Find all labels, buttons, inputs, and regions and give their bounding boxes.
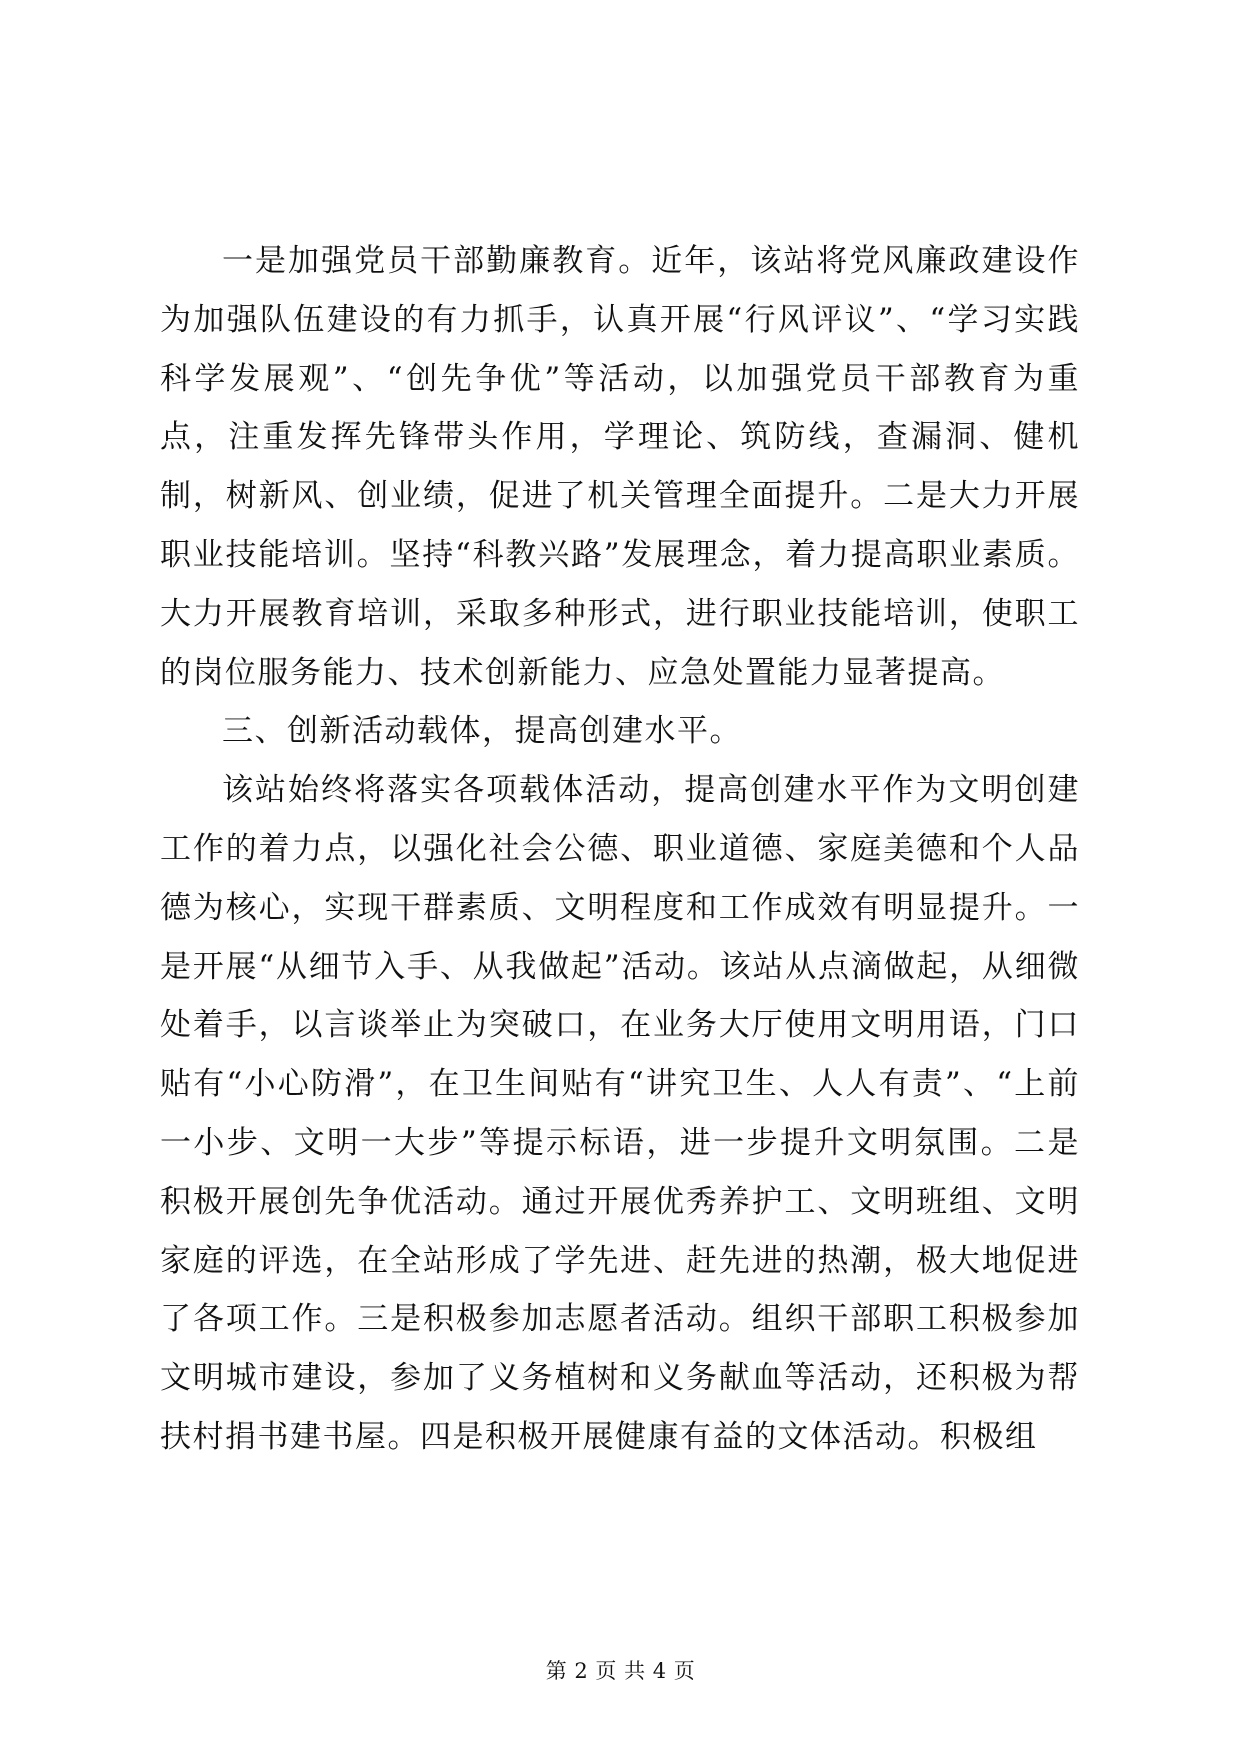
section-heading-innovation: 三、创新活动载体，提高创建水平。 [222, 713, 742, 750]
paragraph-party-education: 一是加强党员干部勤廉教育。近年，该站将党风廉政建设作为加强队伍建设的有力抓手，认真开展“行风评议”、“学习实践科学发展观”、“创先争优”等活动，以加强党员干部教育为重点，注重发挥先锋带头作用，学理论、筑防线，查漏洞、健机制，树新风、创业绩，促进了机关管理全面提升。二是大力开展职业技能培训。坚持“科教兴路”发展理念，着力提高职业素质。大力开展教育培训，采取多种形式，进行职业技能培训，使职工的岗位服务能力、技术创新能力、应急处置能力显著提高。 [160, 243, 1080, 691]
document-body [160, 232, 1080, 1467]
paragraph-civilization-activities: 该站始终将落实各项载体活动，提高创建水平作为文明创建工作的着力点，以强化社会公德、职业道德、家庭美德和个人品德为核心，实现干群素质、文明程度和工作成效有明显提升。一是开展“从细节入手、从我做起”活动。该站从点滴做起，从细微处着手，以言谈举止为突破口，在业务大厅使用文明用语，门口贴有“小心防滑”，在卫生间贴有“讲究卫生、人人有责”、“上前一小步、文明一大步”等提示标语，进一步提升文明氛围。二是积极开展创先争优活动。通过开展优秀养护工、文明班组、文明家庭的评选，在全站形成了学先进、赶先进的热潮，极大地促进了各项工作。三是积极参加志愿者活动。组织干部职工积极参加文明城市建设，参加了义务植树和义务献血等活动，还积极为帮扶村捐书建书屋。四是积极开展健康有益的文体活动。积极组 [160, 772, 1080, 1455]
page-number-footer: 第 2 页 共 4 页 [545, 1659, 696, 1683]
